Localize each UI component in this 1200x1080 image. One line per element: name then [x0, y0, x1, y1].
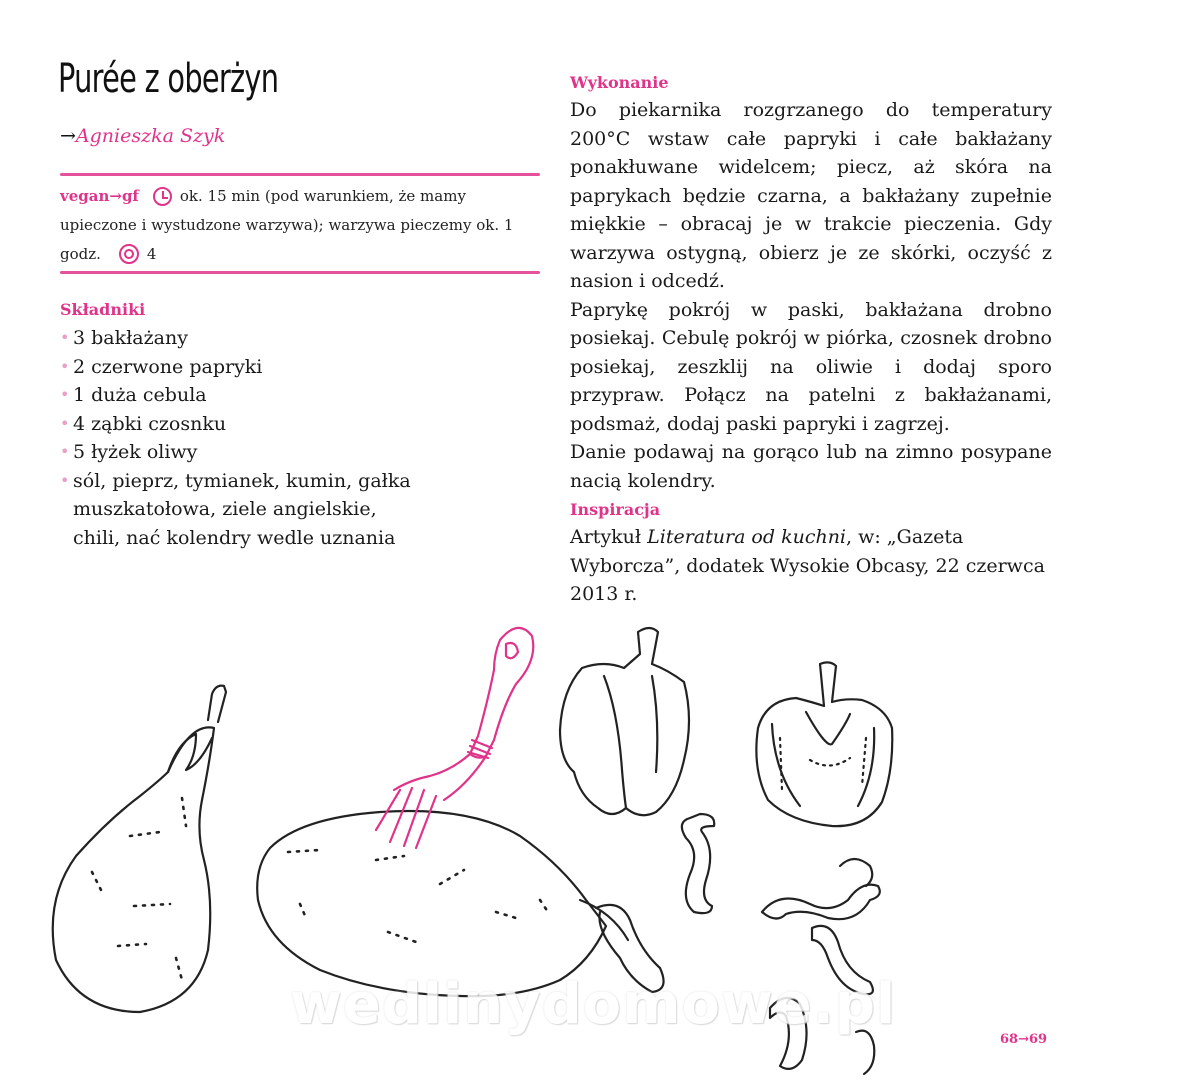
method-paragraph: Paprykę pokrój w paski, bakłażana drobno posiekaj. Cebulę pokrój w piórka, czosnek drobno posiekaj, zeszklij na oliwie i dodaj sporo przypraw. Połącz na patelni z bakłażanami, podsmaż, dodaj paski papryki i zagrzej.	[570, 298, 1052, 435]
recipe-author	[60, 125, 225, 147]
method-heading: Wykonanie	[570, 73, 669, 92]
bottom-divider	[60, 271, 540, 274]
author-name: Agnieszka Szyk	[75, 125, 226, 147]
ingredient-item: • 2 czerwone papryki	[60, 353, 530, 382]
method-paragraph: Do piekarnika rozgrzanego do temperatury 200°C wstaw całe papryki i całe bakłażany ponakłuwane widelcem; piecz, aż skóra na paprykach będzie czarna, a bakłażany zupełnie miękkie – obracaj je w trakcie pieczenia. Gdy warzywa ostygną, obierz je ze skórki, oczyść z nasion i odcedź.	[570, 99, 1052, 292]
inspiration-article-title: Literatura od kuchni	[647, 526, 847, 548]
inspiration-text	[570, 523, 1052, 609]
recipe-title: Purée z oberżyn	[58, 56, 279, 102]
top-divider	[60, 173, 540, 176]
page-numbers: 68→69	[1000, 1032, 1048, 1047]
recipe-meta	[60, 182, 540, 269]
author-arrow: →	[60, 125, 76, 147]
ingredient-item: • 3 bakłażany	[60, 324, 530, 353]
ingredients-list	[60, 324, 530, 552]
ingredient-item: • 1 duża cebula	[60, 381, 530, 410]
ingredient-item: • 5 łyżek oliwy	[60, 438, 530, 467]
plate-icon	[119, 244, 139, 264]
prep-time: ok. 15 min (pod warunkiem, że mamy upieczone i wystudzone warzywa); warzywa pieczemy ok. 1 godz.	[60, 187, 514, 263]
eggplant-upright-drawing	[53, 686, 226, 1012]
ingredients-heading: Składniki	[60, 300, 146, 319]
inspiration-source: , w: „Gazeta Wyborcza”, dodatek Wysokie Obcasy, 22 czerwca 2013 r.	[570, 526, 1045, 605]
inspiration-prefix: Artykuł	[570, 526, 648, 548]
bell-pepper-drawing	[560, 628, 689, 815]
method-paragraph: Danie podawaj na gorąco lub na zimno posypane nacią kolendry.	[570, 441, 1052, 492]
watermark: wedlinydomowe.pl	[290, 972, 897, 1037]
servings: 4	[146, 245, 157, 263]
ingredient-item: • sól, pieprz, tymianek, kumin, gałka muszkatołowa, ziele angielskie, chili, nać kolendry wedle uznania	[60, 467, 418, 553]
clock-icon	[153, 187, 172, 206]
inspiration-heading: Inspiracja	[570, 500, 661, 519]
method-text	[570, 96, 1052, 495]
halved-pepper-drawing	[756, 662, 892, 826]
diet-tags: vegan→gf	[60, 187, 139, 205]
ingredient-item: • 4 ząbki czosnku	[60, 410, 530, 439]
eggplant-lying-drawing	[257, 811, 663, 996]
